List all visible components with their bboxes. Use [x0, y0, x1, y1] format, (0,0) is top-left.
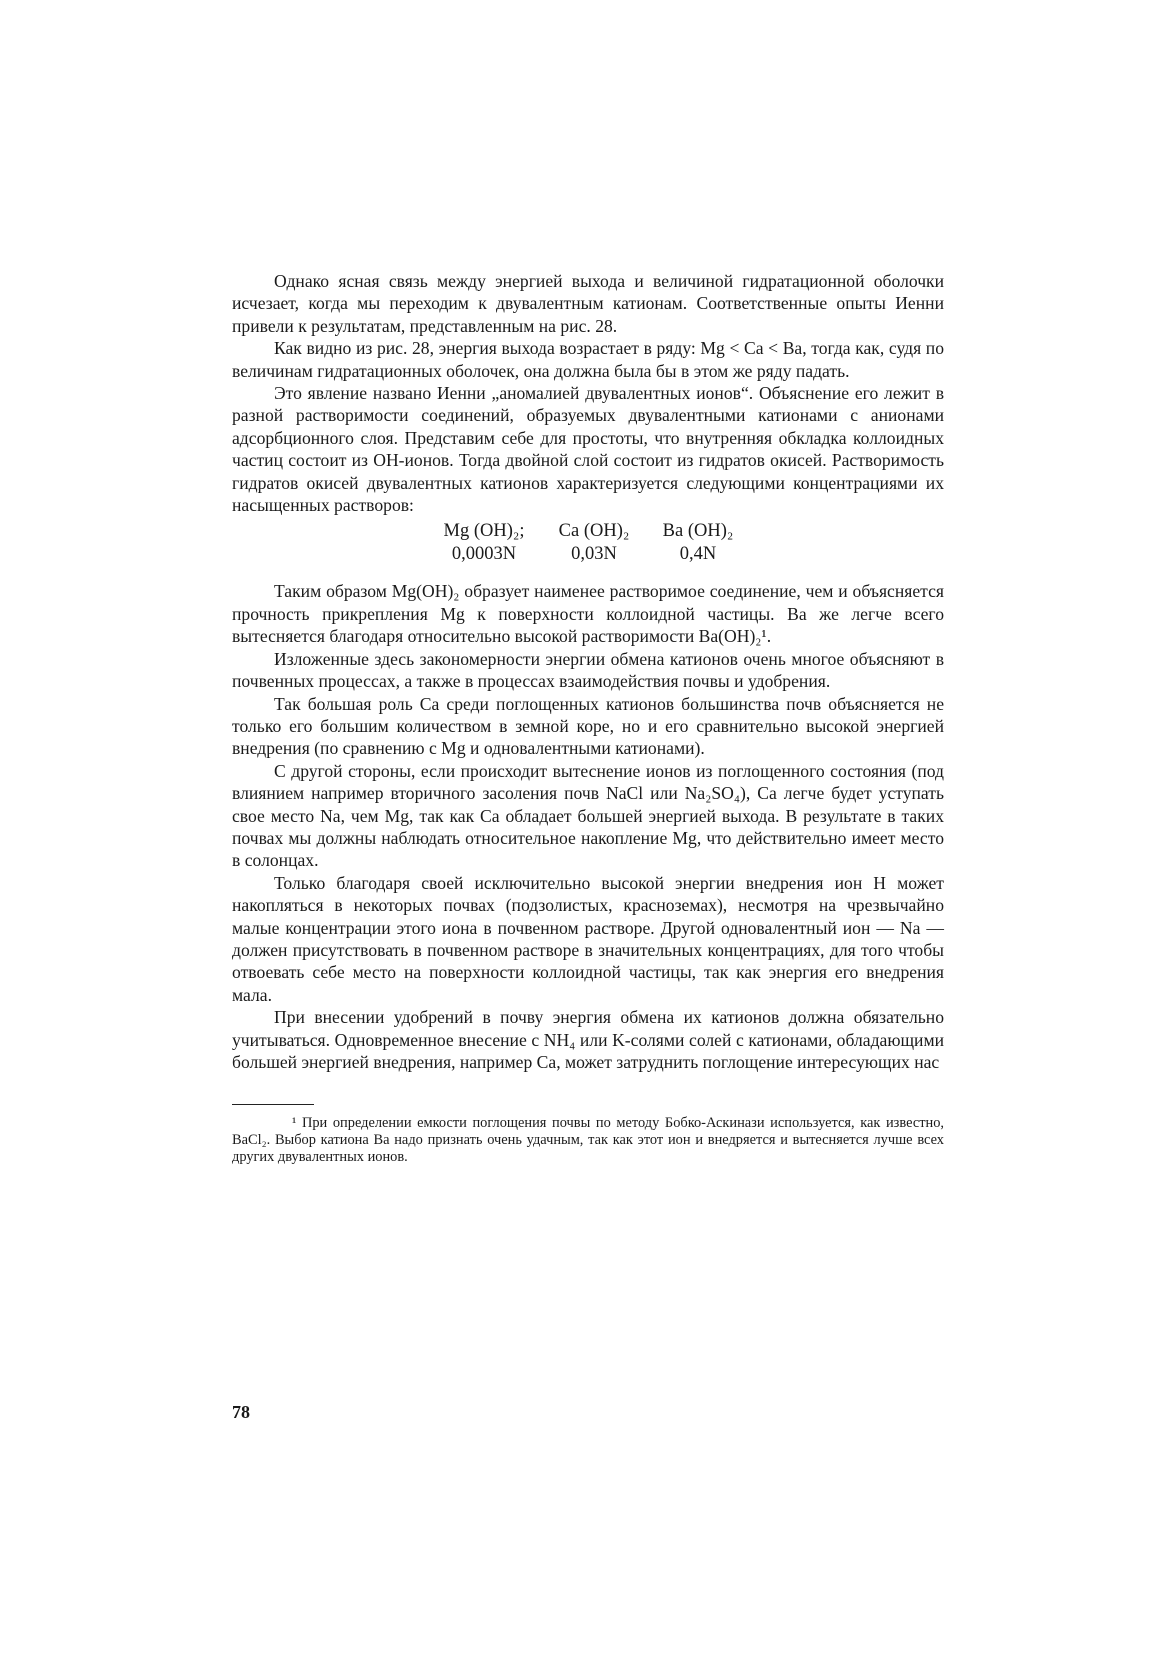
formula-concentrations-row [232, 543, 944, 566]
paragraph-8: Только благодаря своей исключительно высокой энергии внедрения ион H может накопляться в некоторых почвах (подзолистых, красноземах), несмотря на чрезвычайно малые концентрации этого иона в почвенном растворе. Другой одновалентный ион — Na — должен присутствовать в почвенном растворе в значительных концентрациях, для того чтобы отвоевать себе место на поверхности коллоидной частицы, так как энергия его внедрения мала. [232, 872, 944, 1005]
concentration-mg: 0,0003N [451, 544, 517, 565]
compound-ba: Ba (OH)₂ [662, 521, 734, 542]
paragraph-1: Однако ясная связь между энергией выхода и величиной гидратационной оболочки исчезает, когда мы переходим к двувалентным катионам. Соответственные опыты Иенни привели к результатам, представленным на рис. 28. [232, 271, 944, 336]
paragraph-7: С другой стороны, если происходит вытеснение ионов из поглощенного состояния (под влиянием например вторичного засоления почв NaCl или Na₂SO₄), Ca легче будет уступать свое место Na, чем Mg, так как Ca обладает большей энергией выхода. В результате в таких почвах мы должны наблюдать относительное накопление Mg, что действительно имеет место в солонцах. [232, 760, 944, 871]
footnote-divider [232, 1104, 314, 1105]
paragraph-3: Это явление названо Иенни „аномалией двувалентных ионов“. Объяснение его лежит в разной растворимости соединений, образуемых двувалентными катионами с анионами адсорбционного слоя. Представим себе для простоты, что внутренняя обкладка коллоидных частиц состоит из OH-ионов. Тогда двойной слой состоит из гидратов окисей. Растворимость гидратов окисей двувалентных катионов характеризуется следующими концентрациями их насыщенных растворов: [232, 383, 944, 516]
formula-compounds-row [232, 520, 944, 543]
paragraph-2: Как видно из рис. 28, энергия выхода возрастает в ряду: Mg < Ca < Ba, тогда как, судя по величинам гидратационных оболочек, она должна была бы в этом же ряду падать. [232, 338, 944, 381]
paragraph-9: При внесении удобрений в почву энергия обмена их катионов должна обязательно учитываться. Одновременное внесение с NH₄ или K-солями солей с катионами, обладающими большей энергией внедрения, например Ca, может затруднить поглощение интересующих нас [232, 1007, 944, 1072]
paragraph-4: Таким образом Mg(OH)₂ образует наименее растворимое соединение, чем и объясняется прочность прикрепления Mg к поверхности коллоидной частицы. Ba же легче всего вытесняется благодаря относительно высокой растворимости Ba(OH)₂¹. [232, 581, 944, 647]
footnote: ¹ При определении емкости поглощения почвы по методу Бобко-Аскинази используется, как известно, BaCl₂. Выбор катиона Ba надо признать очень удачным, так как этот ион и внедряется и вытесняется лучше всех других двувалентных ионов. [232, 1115, 944, 1165]
compound-mg: Mg (OH)₂; [443, 521, 525, 542]
paragraph-5: Изложенные здесь закономерности энергии обмена катионов очень многое объясняют в почвенных процессах, а также в процессах взаимодействия почвы и удобрения. [232, 648, 944, 692]
compound-ca: Ca (OH)₂ [558, 521, 630, 542]
page-number: 78 [232, 1402, 250, 1422]
page-body [232, 270, 944, 1165]
solubility-formula [232, 520, 944, 566]
paragraph-6: Так большая роль Ca среди поглощенных катионов большинства почв объясняется не только его большим количеством в земной коре, но и его сравнительно высокой энергией внедрения (по сравнению с Mg и одновалентными катионами). [232, 693, 944, 759]
concentration-ba: 0,4N [679, 544, 717, 565]
concentration-ca: 0,03N [571, 544, 617, 565]
